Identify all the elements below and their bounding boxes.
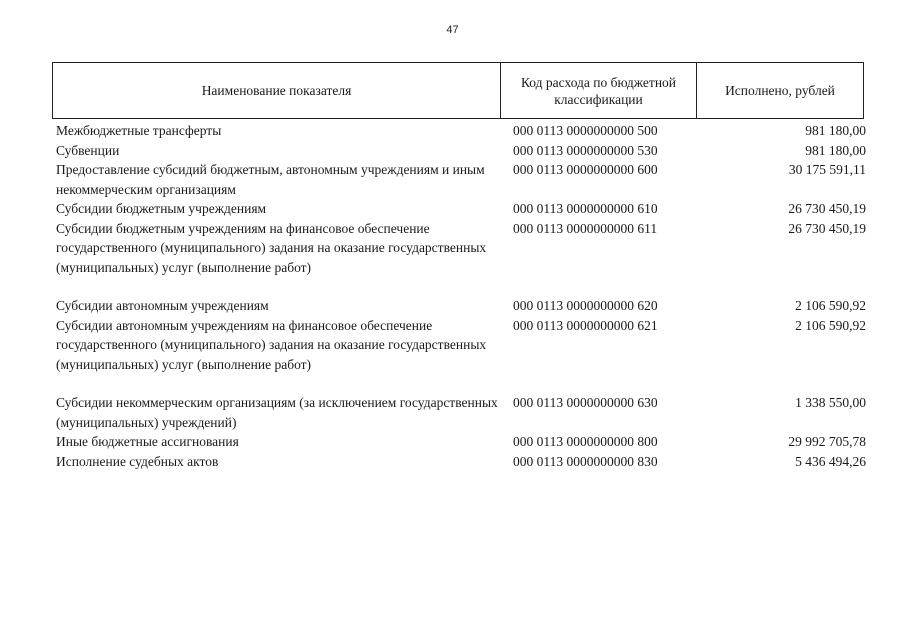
- row-name: Субсидии бюджетным учреждениям на финансовое обеспечение государственного (муниципального) задания на оказание государственных (муниципальных) услуг (выполнение работ): [56, 220, 487, 275]
- page-number: 47: [446, 24, 459, 36]
- row-code: 000 0113 0000000000 630: [513, 395, 658, 410]
- row-amount: 5 436 494,26: [795, 453, 866, 469]
- row-amount: 26 730 450,19: [788, 201, 866, 216]
- row-amount: 1 338 550,00: [795, 395, 866, 410]
- row-amount: 26 730 450,19: [788, 220, 866, 236]
- table-header: [52, 62, 864, 119]
- table-row: [56, 296, 866, 316]
- row-amount: 2 106 590,92: [795, 298, 866, 313]
- row-amount: 981 180,00: [805, 123, 866, 138]
- row-code: 000 0113 0000000000 500: [513, 123, 658, 138]
- table-row: [56, 432, 866, 452]
- table-row: [56, 121, 866, 141]
- row-amount: 30 175 591,11: [788, 162, 866, 177]
- row-name: Предоставление субсидий бюджетным, автономным учреждениям и иным некоммерческим организациям: [56, 162, 485, 197]
- header-amount: Исполнено, рублей: [725, 83, 835, 98]
- row-name: Иные бюджетные ассигнования: [56, 434, 239, 449]
- table-row: [56, 199, 866, 219]
- row-name: Субсидии автономным учреждениям: [56, 298, 269, 313]
- row-amount: 29 992 705,78: [788, 434, 866, 449]
- row-amount: 2 106 590,92: [795, 317, 866, 333]
- row-code: 000 0113 0000000000 620: [513, 298, 658, 313]
- table-body: [56, 121, 866, 471]
- row-code: 000 0113 0000000000 530: [513, 142, 658, 158]
- row-code: 000 0113 0000000000 800: [513, 434, 658, 449]
- row-code: 000 0113 0000000000 610: [513, 201, 658, 216]
- row-name: Субсидии некоммерческим организациям (за исключением государственных (муниципальных) учреждений): [56, 395, 498, 430]
- table-row: [56, 160, 866, 199]
- row-code: 000 0113 0000000000 621: [513, 317, 658, 333]
- row-name: Межбюджетные трансферты: [56, 123, 222, 138]
- table-row: [56, 141, 866, 161]
- row-name: Субсидии автономным учреждениям на финансовое обеспечение государственного (муниципального) задания на оказание государственных (муниципальных) услуг (выполнение работ): [56, 317, 487, 372]
- row-amount: 981 180,00: [805, 142, 866, 158]
- table-row: [56, 452, 866, 472]
- header-name: Наименование показателя: [53, 63, 501, 118]
- table-row: [56, 219, 866, 278]
- table-row: [56, 393, 866, 432]
- row-name: Исполнение судебных актов: [56, 453, 219, 469]
- row-code: 000 0113 0000000000 830: [513, 453, 658, 469]
- table-row: [56, 316, 866, 375]
- row-name: Субсидии бюджетным учреждениям: [56, 201, 267, 216]
- row-code: 000 0113 0000000000 611: [513, 220, 658, 236]
- row-name: Субвенции: [56, 142, 120, 158]
- header-code: Код расхода по бюджетной классификации: [501, 63, 697, 118]
- row-code: 000 0113 0000000000 600: [513, 162, 658, 177]
